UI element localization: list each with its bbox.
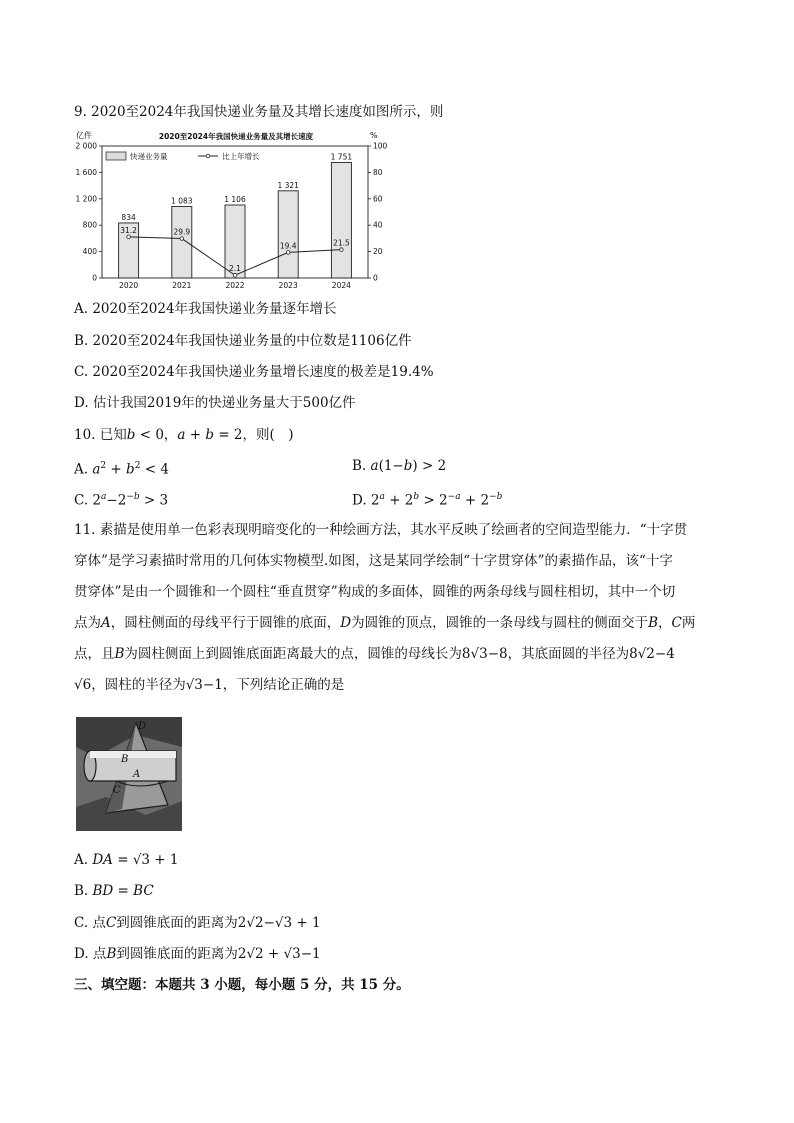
- q11-option-c: C. 点C到圆锥底面的距离为2√2−√3 + 1: [74, 915, 321, 931]
- chart-title: 2020至2024年我国快递业务量及其增长速度: [158, 132, 314, 141]
- q11-line-4-b: ，圆柱侧面的母线平行于圆锥的底面，: [110, 615, 341, 631]
- q10-stem-prefix: 10. 已知: [74, 427, 127, 443]
- q9-option-a: A. 2020至2024年我国快递业务量逐年增长: [74, 301, 337, 317]
- right-tick-label: 0: [373, 273, 378, 283]
- bar-express-volume: [172, 207, 192, 278]
- figure-cylinder-highlight: [90, 751, 176, 758]
- growth-rate-point: [233, 273, 237, 277]
- growth-rate-point: [340, 248, 344, 252]
- chart-plot-area: [76, 142, 388, 291]
- q10-option-b-label: B.: [352, 458, 367, 474]
- q11-line-5-c: ，其底面圆的半径为: [507, 646, 630, 662]
- growth-rate-point: [180, 237, 184, 241]
- left-tick-label: 1 600: [75, 167, 97, 177]
- q11-line-3: 贯穿体”是由一个圆锥和一个圆柱“垂直贯穿”构成的多面体，圆锥的两条母线与圆柱相切，其中一个切: [74, 584, 676, 600]
- bar-express-volume: [278, 191, 298, 278]
- left-tick-label: 400: [82, 247, 97, 257]
- q11-line-1: 11. 素描是使用单一色彩表现明暗变化的一种绘画方法，其水平反映了绘画者的空间造型能力．“十字贯: [74, 522, 688, 538]
- growth-rate-label: 29.9: [173, 227, 191, 237]
- bar-value-label: 1 106: [224, 195, 246, 205]
- section-3-heading: 三、填空题：本题共 3 小题，每小题 5 分，共 15 分。: [74, 977, 410, 993]
- bar-express-volume: [331, 162, 351, 278]
- q11-line-2: 穿体”是学习素描时常用的几何体实物模型.如图，这是某同学绘制“十字贯穿体”的素描作品，该“十字: [74, 553, 673, 569]
- q11-line-6: √6，圆柱的半径为√3−1，下列结论正确的是: [74, 677, 345, 693]
- q10-condition: b < 0，a + b = 2: [126, 427, 243, 443]
- bar-value-label: 834: [121, 212, 136, 222]
- q11-option-d: D. 点B到圆锥底面的距离为2√2 + √3−1: [74, 946, 321, 962]
- q11-line-6-b: ，下列结论正确的是: [222, 677, 345, 693]
- legend-bar-label: 快递业务量: [130, 152, 168, 161]
- figure-label-b: B: [121, 754, 129, 765]
- figure-label-a: A: [133, 769, 141, 780]
- legend-bar-swatch: [106, 152, 126, 160]
- q10-option-c-label: C.: [74, 492, 89, 509]
- figure-label-c: C: [113, 785, 121, 796]
- left-tick-label: 1 200: [75, 194, 97, 204]
- growth-rate-label: 21.5: [333, 238, 350, 248]
- growth-rate-point: [286, 251, 290, 255]
- left-tick-label: 800: [82, 220, 97, 230]
- chart-legend: [106, 151, 260, 161]
- q9-option-b: B. 2020至2024年我国快递业务量的中位数是1106亿件: [74, 333, 412, 349]
- x-tick-label: 2020: [119, 281, 139, 290]
- q10-option-c: C. $2^a-2^{-b} > 3$: [74, 492, 169, 509]
- right-tick-label: 40: [373, 220, 383, 230]
- x-tick-label: 2023: [278, 281, 298, 290]
- right-tick-label: 80: [373, 167, 383, 177]
- x-tick-label: 2021: [172, 281, 192, 290]
- right-tick-label: 20: [373, 247, 383, 257]
- legend-line-label: 比上年增长: [222, 152, 260, 161]
- bar-value-label: 1 321: [277, 180, 299, 190]
- q10-option-a: A. $a^2 + b^2 < 4$: [74, 461, 169, 478]
- q10-option-b: B. a(1−b) > 2: [352, 458, 447, 474]
- q11-line-5: 点，且B为圆柱侧面上到圆锥底面距离最大的点，圆锥的母线长为8√3−8，其底面圆的半径为8√2−4: [74, 646, 675, 662]
- q10-option-d: D. $2^a + 2^b > 2^{-a} + 2^{-b}$: [352, 492, 503, 509]
- q11-option-b: B. BD = BC: [74, 883, 154, 899]
- q11-option-a: A. DA = √3 + 1: [74, 852, 179, 868]
- right-tick-label: 60: [373, 194, 383, 204]
- figure-label-d: D: [138, 721, 147, 732]
- q11-line-4-a: 点为: [74, 615, 101, 631]
- q11-option-c-prefix: C. 点: [74, 915, 106, 931]
- x-tick-label: 2024: [331, 281, 351, 290]
- q9-stem: 9. 2020至2024年我国快递业务量及其增长速度如图所示，则: [74, 104, 444, 120]
- q11-option-c-mid: 到圆锥底面的距离为: [116, 915, 238, 931]
- growth-rate-point: [127, 235, 131, 239]
- chart-left-unit: 亿件: [76, 131, 92, 140]
- q11-line-5-a: 点，且: [74, 646, 115, 662]
- q9-option-c: C. 2020至2024年我国快递业务量增长速度的极差是19.4%: [74, 364, 434, 380]
- q10-option-d-label: D.: [352, 492, 367, 509]
- q11-line-4: 点为A，圆柱侧面的母线平行于圆锥的底面，D为圆锥的顶点，圆锥的一条母线与圆柱的侧面交于B，C两: [74, 615, 696, 631]
- q11-line-4-c: 为圆锥的顶点，圆锥的一条母线与圆柱的侧面交于: [351, 615, 649, 631]
- left-tick-label: 2 000: [75, 141, 97, 151]
- left-tick-label: 0: [92, 273, 97, 283]
- legend-line-marker: [206, 154, 210, 158]
- q10-stem: [74, 425, 294, 445]
- q9-option-d: D. 估计我国2019年的快递业务量大于500亿件: [74, 395, 356, 411]
- q11-option-d-prefix: D. 点: [74, 946, 107, 962]
- q10-option-a-label: A.: [74, 461, 89, 478]
- growth-rate-label: 31.2: [120, 225, 137, 235]
- bar-value-label: 1 083: [171, 196, 193, 206]
- x-tick-label: 2022: [225, 281, 245, 290]
- growth-rate-label: 2.1: [229, 264, 241, 274]
- bar-value-label: 1 751: [330, 152, 353, 162]
- q11-sketch-figure: [76, 717, 182, 831]
- q11-line-4-d: 两: [681, 615, 696, 631]
- q10-stem-suffix: ，则( ): [242, 427, 294, 443]
- q11-line-5-b: 为圆柱侧面上到圆锥底面距离最大的点，圆锥的母线长为: [124, 646, 462, 662]
- q9-chart: [72, 128, 392, 294]
- growth-rate-label: 19.4: [279, 241, 297, 251]
- q11-option-d-mid: 到圆锥底面的距离为: [116, 946, 238, 962]
- chart-right-unit: %: [370, 131, 378, 140]
- right-tick-label: 100: [373, 141, 388, 151]
- q11-line-6-a: ，圆柱的半径为: [91, 677, 186, 693]
